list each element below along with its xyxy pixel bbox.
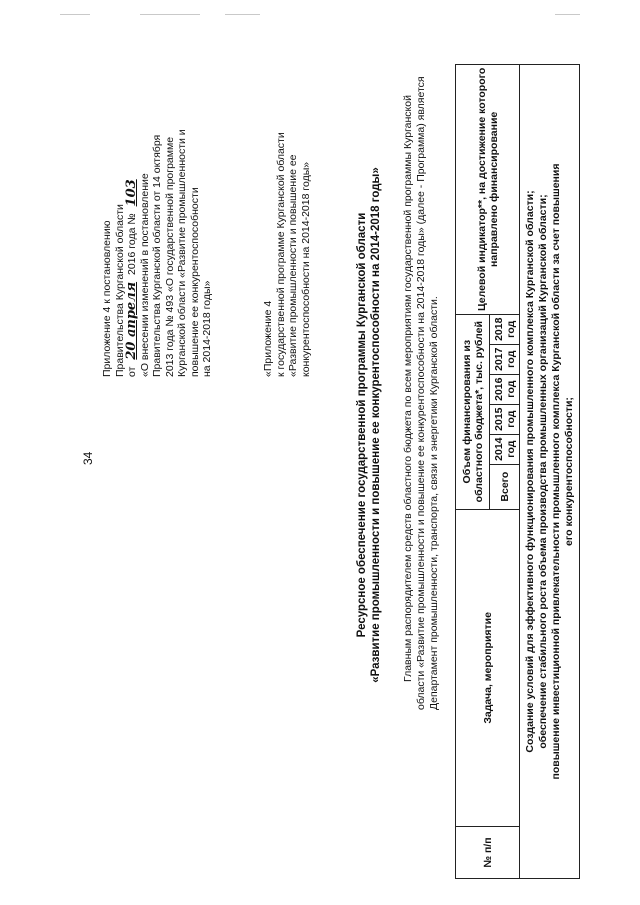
page-number: 34 [81, 451, 95, 465]
header-indicator: Целевой индикатор**, на достижение которого направлено финансирование [456, 65, 520, 315]
appendix-line: Правительства Курганской области [113, 204, 126, 377]
intro-line: области «Развитие промышленности и повышение ее конкурентоспособности на 2014-2018 годы» (далее - Программа) является [415, 76, 427, 710]
document-title [356, 125, 383, 725]
appendix-quote-line: к государственной программе Курганской области [274, 132, 287, 377]
appendix-line: повышение ее конкурентоспособности [188, 187, 201, 377]
title-line-1: Ресурсное обеспечение государственной программы Курганской области [356, 212, 368, 638]
appendix-line: на 2014-2018 годы» [201, 280, 213, 377]
appendix-line: Правительства Курганской области от 14 октября [151, 134, 163, 377]
handwritten-date: 20 апреля [124, 281, 139, 360]
header-year: 2014 год [490, 434, 520, 464]
appendix-date-line: от 20 апреля 2016 года № 103 [124, 179, 139, 377]
header-year: 2016 год [490, 374, 520, 404]
resource-table [455, 64, 580, 879]
appendix-line: 2013 года № 493 «О государственной программе [163, 136, 176, 377]
goal-line: Создание условий для эффективного функционирования промышленного комплекса Курганской области; [523, 190, 536, 753]
appendix-4-header [101, 129, 214, 377]
header-task: Задача, мероприятие [456, 509, 520, 826]
header-funding: Объем финансирования из областного бюджета*, тыс. рублей [456, 314, 490, 509]
header-year: 2017 год [490, 344, 520, 374]
goal-line: обеспечение стабильного роста объема производства промышленных организаций Курганской области; [536, 194, 549, 749]
goal-line: повышение инвестиционной привлекательности промышленного комплекса Курганской области за счет повышения [549, 163, 562, 780]
header-year: 2018 год [490, 314, 520, 344]
intro-paragraph [402, 76, 441, 710]
appendix-quote-header [262, 132, 312, 377]
appendix-line: «О внесении изменений в постановление [138, 173, 151, 377]
appendix-quote-line: «Приложение 4 [262, 300, 274, 377]
appendix-quote-line: «Развитие промышленности и повышение ее [287, 154, 299, 377]
intro-line: Департамент промышленности, транспорта, связи и энергетики Курганской области. [428, 296, 440, 710]
appendix-line: Приложение 4 к постановлению [101, 220, 113, 377]
handwritten-number: 103 [124, 179, 139, 207]
header-total: Всего [490, 464, 520, 509]
appendix-quote-line: конкурентоспособности на 2014-2018 годы» [299, 161, 312, 377]
goal-row [520, 65, 580, 879]
title-line-2: «Развитие промышленности и повышение ее конкурентоспособности на 2014-2018 годы» [369, 167, 382, 683]
appendix-line: Курганской области «Развитие промышленности и [176, 129, 188, 377]
header-year: 2015 год [490, 404, 520, 434]
header-number: № п/п [456, 827, 520, 879]
intro-line: Главным распорядителем средств областного бюджета по всем мероприятиям государственной программы Курганской [402, 95, 414, 682]
goal-line: его конкурентоспособности; [562, 397, 575, 546]
